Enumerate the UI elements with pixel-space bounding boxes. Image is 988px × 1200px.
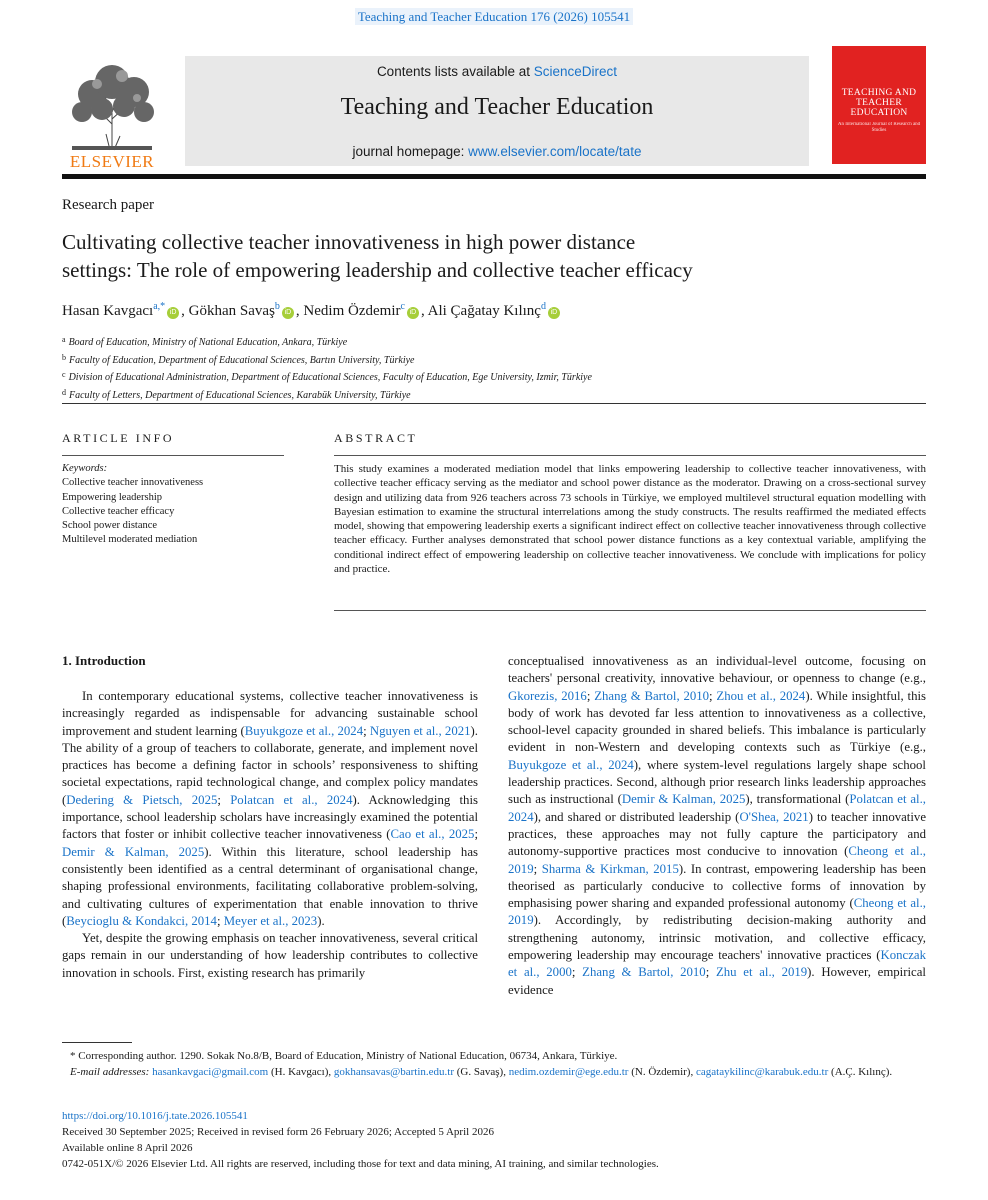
email-owner: (A.Ç. Kılınç). [831, 1066, 893, 1078]
article-metadata [62, 1108, 659, 1172]
email-link[interactable]: nedim.ozdemir@ege.edu.tr [508, 1066, 629, 1078]
citation-link[interactable]: Nguyen et al., 2021 [369, 723, 471, 738]
available-online: Available online 8 April 2026 [62, 1142, 193, 1154]
paragraph: Yet, despite the growing emphasis on teacher innovativeness, several critical gaps remain in our understanding of how leadership contributes to collective innovation in schools. First, existing research has primarily [62, 931, 478, 980]
affiliation [62, 386, 592, 404]
journal-masthead [185, 56, 809, 166]
author-name: Hasan Kavgacı [62, 303, 154, 319]
affiliation [62, 368, 592, 386]
affiliation-text: Division of Educational Administration, Department of Educational Sciences, Faculty of Education, Ege University, Izmir, Türkiye [68, 372, 592, 383]
citation-link[interactable]: Dedering & Pietsch, 2025 [66, 792, 218, 807]
citation-link[interactable]: Konczak et al., 2000 [508, 948, 926, 980]
sciencedirect-link[interactable]: ScienceDirect [533, 64, 618, 79]
header-divider [62, 174, 926, 179]
paragraph: In contemporary educational systems, collective teacher innovativeness is increasingly regarded as indispensable for advancing sustainable school improvement and student learning (Buyukgoze et al., 2024; Nguyen et al., 2021). The ability of a group of teachers to collaborate, generate, and implement novel practices has become a defining factor in schools’ responsiveness to shifting societal expectations, rapid technological change, and complex policy mandates (Dedering & Pietsch, 2025; Polatcan et al., 2024). Acknowledging this importance, school leadership scholars have increasingly examined the potential factors that foster or inhibit collective teacher innovativeness (Cao et al., 2025; Demir & Kalman, 2025). Within this literature, school leadership has consistently been identified as a central determinant of organisational change, shaping professional environments, facilitating collaborative problem-solving, and cultivating cultures of experimentation that enable innovation to thrive (Beycioglu & Kondakci, 2014; Meyer et al., 2023). [62, 689, 478, 928]
email-addresses: E-mail addresses: hasankavgaci@gmail.com (H. Kavgacı), gokhansavas@bartin.edu.tr (G. Savaş), nedim.ozdemir@ege.edu.tr (N. Özdemir), cagataykilinc@karabuk.edu.tr (A.Ç. Kılınç). [70, 1066, 893, 1078]
journal-header [62, 46, 926, 171]
body-column-left [62, 688, 478, 982]
received-dates: Received 30 September 2025; Received in revised form 26 February 2026; Accepted 5 April 2026 [62, 1126, 494, 1138]
author-name: Ali Çağatay Kılınç [427, 303, 541, 319]
citation-link[interactable]: Zhang & Bartol, 2010 [582, 965, 706, 980]
affiliation [62, 333, 592, 351]
citation-link[interactable]: Zhou et al., 2024 [716, 688, 806, 703]
keywords-label: Keywords: [62, 463, 108, 474]
keyword: Multilevel moderated mediation [62, 534, 198, 546]
citation-link[interactable]: Cheong et al., 2019 [508, 896, 926, 928]
citation-link[interactable]: Demir & Kalman, 2025 [621, 792, 746, 807]
article-info-heading: ARTICLE INFO [62, 431, 175, 445]
footnote-divider [62, 1042, 132, 1043]
orcid-icon[interactable]: iD [407, 307, 419, 319]
author-list: Hasan Kavgacı$^{a,*}$iD , Gökhan Savaş$^b$iD , Nedim Özdemir$^c$iD , Ali Çağatay Kılınç$^d$iD [62, 301, 562, 320]
affiliations [62, 333, 592, 403]
email-link[interactable]: hasankavgaci@gmail.com [152, 1066, 269, 1078]
author-affiliation-marker[interactable]: a,* [153, 301, 166, 312]
citation-link[interactable]: Cao et al., 2025 [390, 827, 475, 842]
affiliation-text: Board of Education, Ministry of National Education, Ankara, Türkiye [68, 337, 348, 348]
homepage-line: journal homepage: www.elsevier.com/locate/tate [352, 144, 642, 159]
citation-link[interactable]: Beycioglu & Kondakci, 2014 [66, 913, 217, 928]
elsevier-wordmark: ELSEVIER [69, 152, 155, 171]
affiliation-label: b [62, 352, 66, 362]
citation-link[interactable]: Cheong et al., 2019 [508, 844, 927, 876]
divider [62, 403, 926, 404]
affiliation-label: d [62, 387, 66, 397]
doi-link[interactable]: https://doi.org/10.1016/j.tate.2026.105541 [62, 1110, 248, 1122]
keyword: Empowering leadership [62, 491, 163, 503]
keyword: Collective teacher innovativeness [62, 477, 204, 489]
email-owner: (N. Özdemir) [631, 1066, 691, 1078]
affiliation [62, 351, 592, 369]
contents-line: Contents lists available at ScienceDirect [376, 64, 618, 79]
section-heading: 1. Introduction [62, 653, 146, 668]
affiliation-text: Faculty of Letters, Department of Educational Sciences, Karabük University, Türkiye [69, 389, 411, 401]
email-link[interactable]: cagataykilinc@karabuk.edu.tr [695, 1066, 829, 1078]
citation-link[interactable]: Zhang & Bartol, 2010 [594, 688, 710, 703]
author-affiliation-marker[interactable]: b [274, 301, 280, 312]
orcid-icon[interactable]: iD [167, 307, 179, 319]
affiliation-label: a [62, 335, 66, 344]
copyright: 0742-051X/© 2026 Elsevier Ltd. All rights are reserved, including those for text and data mining, AI training, and similar technologies. [62, 1158, 659, 1170]
paper-type: Research paper [62, 197, 155, 213]
citation-link[interactable]: Demir & Kalman, 2025 [62, 844, 205, 859]
author-name: Nedim Özdemir [303, 303, 401, 319]
citation-link[interactable]: Gkorezis, 2016 [508, 688, 587, 703]
journal-name: Teaching and Teacher Education [340, 94, 654, 120]
citation-link[interactable]: O'Shea, 2021 [739, 809, 809, 824]
citation-link[interactable]: Sharma & Kirkman, 2015 [541, 861, 679, 876]
paragraph: conceptualised innovativeness as an individual-level outcome, focusing on teachers' personal creativity, innovative behaviour, or openness to change (e.g., Gkorezis, 2016; Zhang & Bartol, 2010; Zhou et al., 2024). While insightful, this body of work has devoted far less attention to innovativeness as a collective, school-level capacity grounded in shared beliefs. This imbalance is particularly evident in non-Western and developing contexts such as Türkiye (e.g., Buyukgoze et al., 2024), where system-level regulations largely shape school leadership practices. Second, although prior research links leadership approaches such as instructional (Demir & Kalman, 2025), transformational (Polatcan et al., 2024), and shared or distributed leadership (O'Shea, 2021) to teacher innovative practices, these approaches may not fully capture the participatory and autonomy-supportive practices most conducive to innovation (Cheong et al., 2019; Sharma & Kirkman, 2015). In contrast, empowering leadership has been theorised as particularly conducive to collective forms of innovation by emphasising power sharing and expanded professional autonomy (Cheong et al., 2019). Accordingly, by redistributing decision-making authority and strengthening autonomy, intrinsic motivation, and collective efficacy, empowering leadership may encourage teachers' innovative practices (Konczak et al., 2000; Zhang & Bartol, 2010; Zhu et al., 2019). However, empirical evidence [508, 654, 927, 997]
elsevier-logo [62, 54, 162, 170]
body-column-right [508, 653, 926, 999]
divider [334, 455, 926, 456]
citation-link[interactable]: Polatcan et al., 2024 [508, 792, 926, 824]
citation-link[interactable]: Buyukgoze et al., 2024 [508, 757, 634, 772]
orcid-icon[interactable]: iD [548, 307, 560, 319]
corresponding-author-note: * Corresponding author. 1290. Sokak No.8/B, Board of Education, Ministry of National Education, 06734, Ankara, Türkiye. [70, 1050, 618, 1062]
citation-link[interactable]: Buyukgoze et al., 2024 [244, 723, 364, 738]
journal-cover[interactable] [832, 46, 926, 164]
email-owner: (G. Savaş) [456, 1066, 504, 1078]
keywords-list [62, 462, 203, 548]
author-affiliation-marker[interactable]: d [540, 301, 546, 312]
affiliation-label: c [62, 370, 66, 379]
affiliation-text: Faculty of Education, Department of Educational Sciences, Bartın University, Türkiye [69, 354, 415, 366]
footnotes [62, 1048, 926, 1080]
citation-link[interactable]: Zhu et al., 2019 [715, 965, 808, 980]
article-title: Cultivating collective teacher innovativeness in high power distance settings: The role of empowering leadership and collective teacher efficacy [62, 230, 693, 282]
email-link[interactable]: gokhansavas@bartin.edu.tr [333, 1066, 454, 1078]
journal-citation[interactable]: Teaching and Teacher Education 176 (2026) 105541 [0, 9, 988, 25]
cover-title: TEACHING AND TEACHER EDUCATION [841, 88, 917, 118]
keyword: Collective teacher efficacy [62, 505, 175, 517]
email-owner: (H. Kavgacı) [270, 1066, 329, 1078]
author-affiliation-marker[interactable]: c [400, 301, 405, 312]
citation-link[interactable]: Meyer et al., 2023 [223, 913, 318, 928]
citation-link[interactable]: Polatcan et al., 2024 [230, 792, 353, 807]
divider [62, 455, 284, 456]
author-name: Gökhan Savaş [188, 303, 275, 319]
divider [334, 610, 926, 611]
abstract-heading: ABSTRACT [334, 431, 418, 445]
journal-homepage-link[interactable]: www.elsevier.com/locate/tate [468, 144, 642, 159]
email-label: E-mail addresses: [70, 1066, 150, 1078]
cover-subtitle: An International Journal of Research and Studies [837, 122, 921, 133]
keyword: School power distance [62, 520, 158, 532]
abstract-text: This study examines a moderated mediation model that links empowering leadership to collective teacher innovativeness, with collective teacher efficacy serving as the mediator and school power distance as the moderator. Drawing on a cross-sectional survey design and utilizing data from 926 teachers across 73 schools in Türkiye, we employed multilevel structural equation modelling with Bayesian estimation to examine the structural interrelations among the study constructs. The results reaffirmed the mediated effects model, showing that empowering leadership exerts a significant indirect effect on collective teacher innovativeness through collective teacher efficacy. Further analyses demonstrated that school power distance functions as a key contextual variable, amplifying the conditional indirect effect of empowering leadership on collective teacher innovativeness. We conclude with implications for policy and practice. [334, 463, 926, 576]
orcid-icon[interactable]: iD [282, 307, 294, 319]
